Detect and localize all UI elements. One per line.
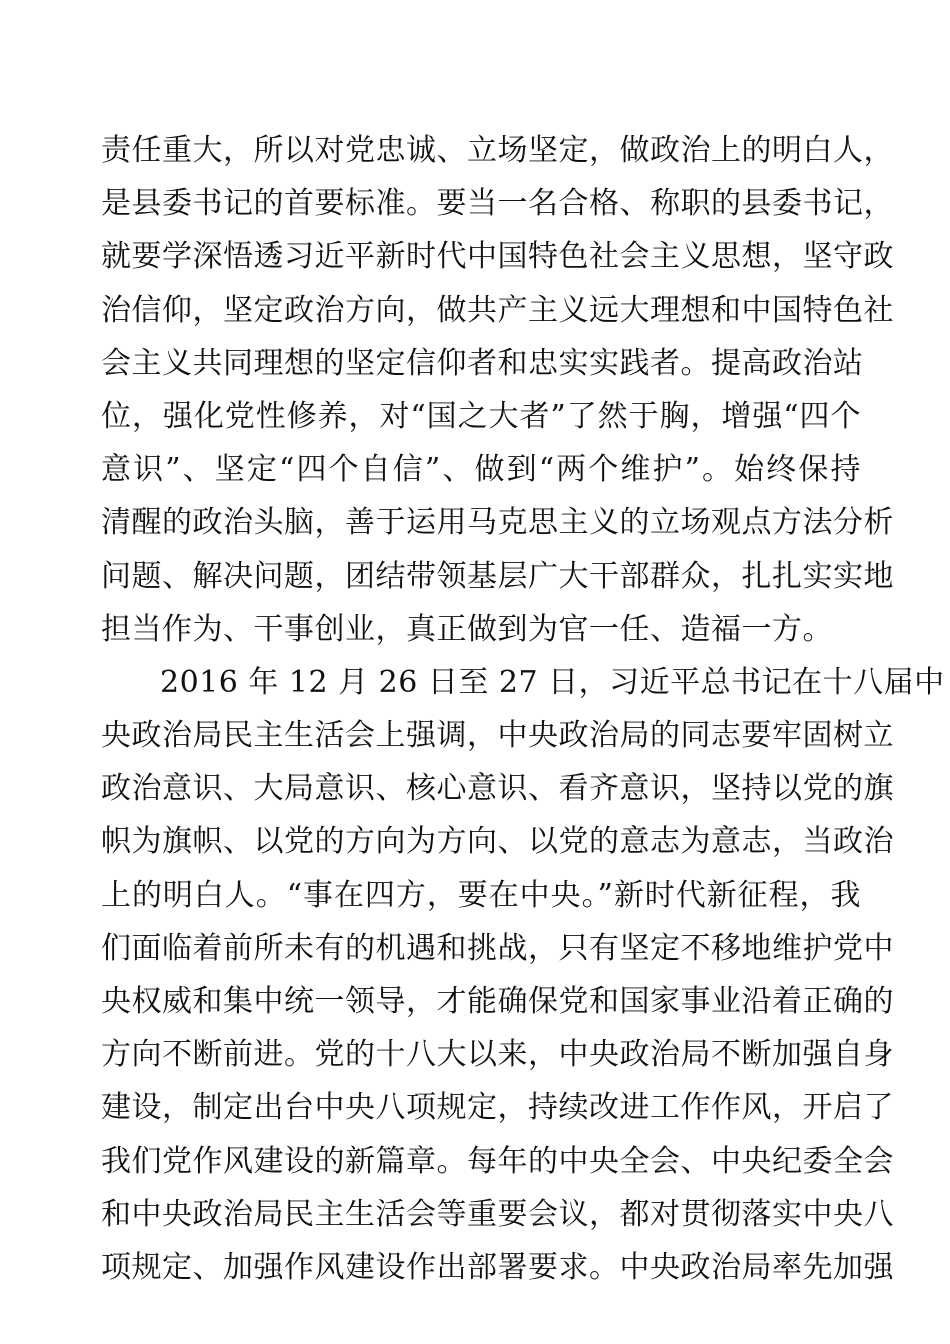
paragraph-line: 帜为旗帜、以党的方向为方向、以党的意志为意志，当政治 (101, 824, 894, 860)
paragraph-line: 我们党作风建设的新篇章。每年的中央全会、中央纪委全会 (101, 1143, 894, 1179)
paragraph-line: 担当作为、干事创业，真正做到为官一任、造福一方。 (101, 611, 833, 647)
paragraph-line: 方向不断前进。党的十八大以来，中央政治局不断加强自身 (101, 1037, 894, 1073)
paragraph-1 (101, 124, 894, 656)
paragraph-line: 和中央政治局民主生活会等重要会议，都对贯彻落实中央八 (101, 1196, 894, 1232)
paragraph-line: 清醒的政治头脑，善于运用马克思主义的立场观点方法分析 (101, 505, 894, 541)
paragraph-line: 上的明白人。“事在四方，要在中央。”新时代新征程，我 (101, 877, 861, 913)
paragraph-line: 问题、解决问题，团结带领基层广大干部群众，扎扎实实地 (101, 558, 894, 594)
paragraph-line: 建设，制定出台中央八项规定，持续改进工作作风，开启了 (101, 1090, 894, 1126)
paragraph-line: 就要学深悟透习近平新时代中国特色社会主义思想，坚守政 (101, 239, 894, 275)
paragraph-line: 2016 年 12 月 26 日至 27 日，习近平总书记在十八届中 (160, 664, 945, 700)
paragraph-line: 政治意识、大局意识、核心意识、看齐意识，坚持以党的旗 (101, 771, 894, 807)
paragraph-line: 意识”、坚定“四个自信”、做到“两个维护”。始终保持 (101, 452, 861, 488)
paragraph-line: 位，强化党性修养，对“国之大者”了然于胸，增强“四个 (101, 398, 861, 434)
paragraph-line: 责任重大，所以对党忠诚、立场坚定，做政治上的明白人， (101, 133, 894, 168)
paragraph-2 (101, 656, 945, 1294)
paragraph-line: 项规定、加强作风建设作出部署要求。中央政治局率先加强 (101, 1249, 894, 1285)
paragraph-line: 会主义共同理想的坚定信仰者和忠实实践者。提高政治站 (101, 345, 864, 381)
paragraph-line: 是县委书记的首要标准。要当一名合格、称职的县委书记， (101, 186, 894, 222)
paragraph-line: 央权威和集中统一领导，才能确保党和国家事业沿着正确的 (101, 984, 894, 1019)
document-body (101, 124, 945, 1294)
paragraph-line: 央政治局民主生活会上强调，中央政治局的同志要牢固树立 (101, 718, 894, 754)
paragraph-line: 治信仰，坚定政治方向，做共产主义远大理想和中国特色社 (101, 292, 894, 328)
paragraph-line: 们面临着前所未有的机遇和挑战，只有坚定不移地维护党中 (101, 930, 894, 966)
